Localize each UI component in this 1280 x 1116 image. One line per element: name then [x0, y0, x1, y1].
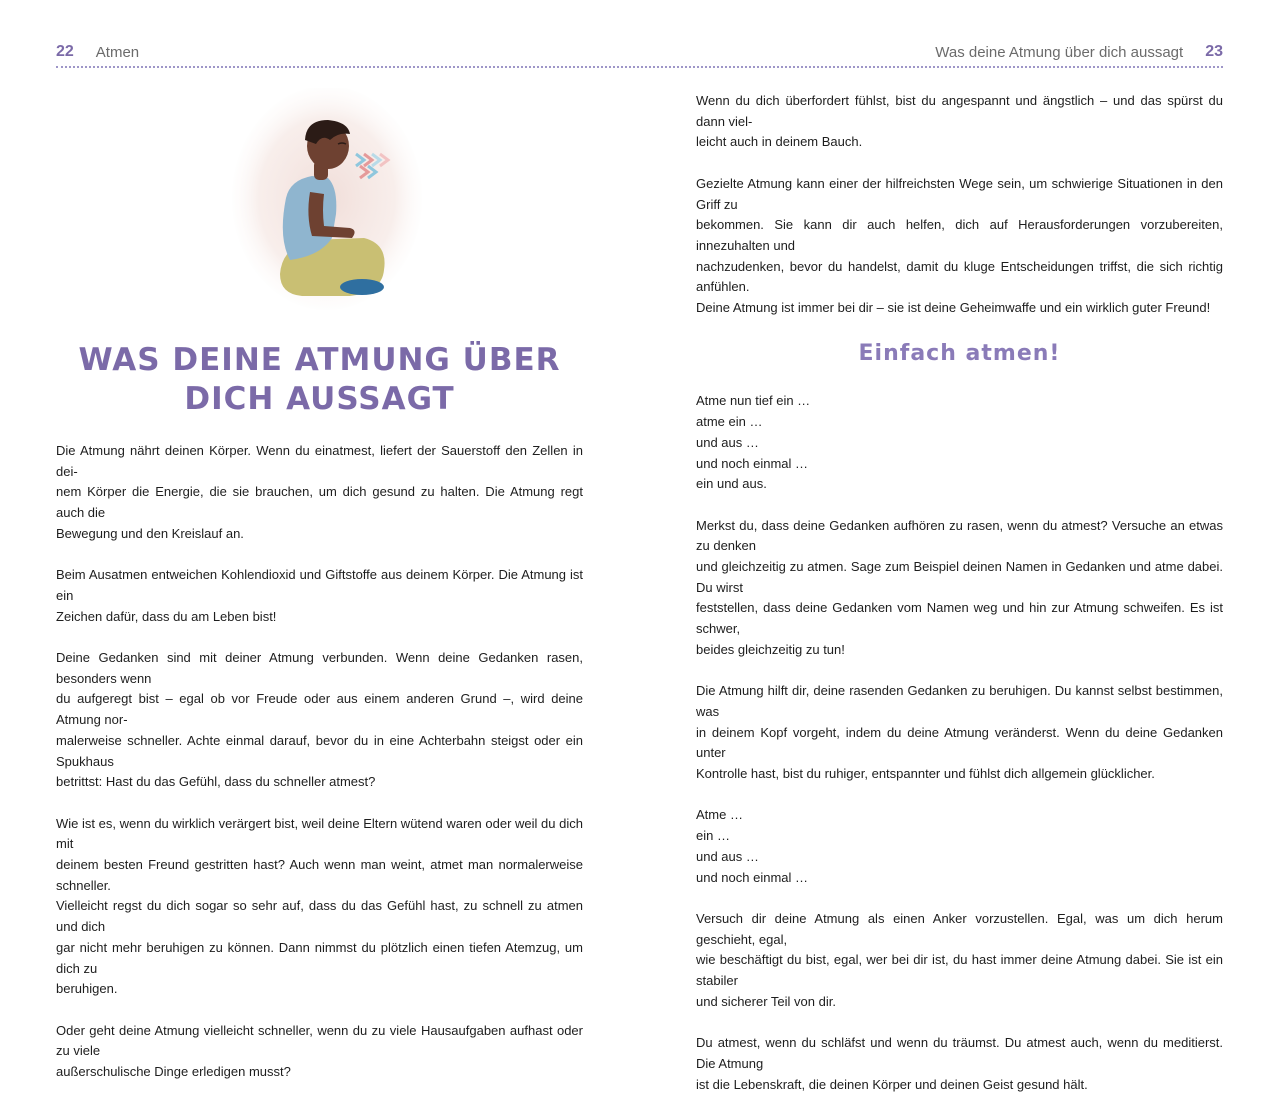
text-line: malerweise schneller. Achte einmal darauf, bevor du in eine Achterbahn steigst oder ein Spukhaus: [56, 732, 583, 769]
text-line: und noch einmal …: [696, 869, 809, 885]
text-line: Atme nun tief ein …: [696, 393, 811, 409]
text-line: Deine Atmung ist immer bei dir – sie ist deine Geheimwaffe und ein wirklich guter Freund!: [696, 300, 1211, 316]
text-line: Gezielte Atmung kann einer der hilfreichsten Wege sein, um schwierige Situationen in den Griff zu: [696, 175, 1223, 212]
text-line: in deinem Kopf vorgeht, indem du deine Atmung veränderst. Wenn du deine Gedanken unter: [696, 724, 1223, 761]
text-line: nachzudenken, bevor du handelst, damit du kluge Entscheidungen triffst, die sich richtig anfühlen.: [696, 258, 1223, 295]
text-line: Atme …: [696, 807, 743, 823]
text-line: Du atmest, wenn du schläfst und wenn du träumst. Du atmest auch, wenn du meditierst. Die Atmung: [696, 1035, 1223, 1071]
text-line: Deine Gedanken sind mit deiner Atmung verbunden. Wenn deine Gedanken rasen, besonders wenn: [56, 650, 583, 686]
text-line: Beim Ausatmen entweichen Kohlendioxid und Giftstoffe aus deinem Körper. Die Atmung ist ein: [56, 567, 583, 603]
text-line: und sicherer Teil von dir.: [696, 993, 836, 1009]
text-line: bekommen. Sie kann dir auch helfen, dich auf Herausforderungen vorzubereiten, innezuhalten und: [696, 217, 1223, 253]
paragraph: [56, 648, 583, 793]
paragraph: [56, 441, 583, 545]
text-line: Vielleicht regst du dich sogar so sehr auf, dass du das Gefühl hast, zu schnell zu atmen und dich: [56, 898, 583, 935]
text-line: außerschulische Dinge erledigen musst?: [56, 1064, 291, 1080]
text-line: gar nicht mehr beruhigen zu können. Dann nimmst du plötzlich einen tiefen Atemzug, um dich zu: [56, 939, 583, 976]
paragraph: [56, 1021, 583, 1083]
text-line: deinem besten Freund gestritten hast? Auch wenn man weint, atmet man normalerweise schneller.: [56, 857, 583, 893]
paragraph: [696, 681, 1223, 785]
text-line: und gleichzeitig zu atmen. Sage zum Beispiel deinen Namen in Gedanken und atme dabei. Du wirst: [696, 559, 1223, 595]
paragraph: [696, 174, 1223, 319]
chapter-heading: [56, 341, 583, 419]
section-subheading: Einfach atmen!: [858, 341, 1061, 367]
text-line: du aufgeregt bist – egal ob vor Freude oder aus einem anderen Grund –, wird deine Atmung nor-: [56, 691, 583, 728]
text-line: Oder geht deine Atmung vielleicht schneller, wenn du zu viele Hausaufgaben aufhast oder zu viele: [56, 1022, 583, 1059]
text-line: und noch einmal …: [696, 455, 809, 471]
left-page-header: [56, 38, 139, 66]
text-line: ist die Lebenskraft, die deinen Körper und deinen Geist gesund hält.: [696, 1076, 1088, 1092]
chapter-heading-line: WAS DEINE ATMUNG ÜBER: [78, 342, 561, 378]
text-line: Bewegung und den Kreislauf an.: [56, 525, 244, 541]
chapter-heading-line: DICH AUSSAGT: [184, 381, 455, 417]
text-line: und aus …: [696, 848, 759, 864]
text-line: Wie ist es, wenn du wirklich verärgert bist, weil deine Eltern wütend waren oder weil du dich mit: [56, 815, 583, 852]
breathing-exercise: [696, 391, 1223, 495]
running-title-left: Atmen: [95, 43, 140, 61]
text-line: Zeichen dafür, dass du am Leben bist!: [56, 608, 277, 624]
text-line: beides gleichzeitig zu tun!: [696, 641, 845, 657]
text-line: nem Körper die Energie, die sie brauchen, um dich gesund zu halten. Die Atmung regt auch die: [56, 484, 583, 521]
text-line: Die Atmung hilft dir, deine rasenden Gedanken zu beruhigen. Du kannst selbst bestimmen, was: [696, 683, 1223, 719]
header-divider: [56, 66, 1223, 68]
right-page-body: [696, 91, 1223, 1116]
paragraph: [696, 1033, 1223, 1095]
paragraph: [696, 91, 1223, 153]
page-number-right: 23: [1205, 43, 1223, 60]
text-line: ein und aus.: [696, 476, 767, 492]
text-line: Wenn du dich überfordert fühlst, bist du angespannt und ängstlich – und das spürst du dann viel-: [696, 93, 1223, 129]
text-line: betrittst: Hast du das Gefühl, dass du schneller atmest?: [56, 774, 376, 790]
running-title-right: Was deine Atmung über dich aussagt: [935, 43, 1184, 61]
text-line: wie beschäftigt du bist, egal, wer bei dir ist, du hast immer deine Atmung dabei. Sie ist ein stabiler: [696, 952, 1223, 989]
left-page-body: [56, 441, 583, 1103]
breathing-child-icon: [232, 88, 422, 313]
text-line: Versuch dir deine Atmung als einen Anker vorzustellen. Egal, was um dich herum geschieht, egal,: [696, 910, 1223, 947]
paragraph: [56, 814, 583, 1000]
right-page-header: [935, 38, 1223, 66]
paragraph: [696, 516, 1223, 661]
text-line: und aus …: [696, 434, 759, 450]
page-number-left: 22: [56, 43, 74, 60]
text-line: Merkst du, dass deine Gedanken aufhören zu rasen, wenn du atmest? Versuche an etwas zu denken: [696, 517, 1223, 554]
paragraph: [56, 565, 583, 627]
text-line: Die Atmung nährt deinen Körper. Wenn du einatmest, liefert der Sauerstoff den Zellen in dei-: [56, 443, 583, 479]
text-line: Kontrolle hast, bist du ruhiger, entspannter und fühlst dich allgemein glücklicher.: [696, 766, 1155, 782]
text-line: atme ein …: [696, 414, 763, 430]
text-line: feststellen, dass deine Gedanken vom Namen weg und hin zur Atmung schweifen. Es ist schwer,: [696, 600, 1223, 637]
text-line: ein …: [696, 828, 730, 844]
text-line: leicht auch in deinem Bauch.: [696, 134, 863, 150]
breathing-exercise: [696, 805, 1223, 888]
text-line: beruhigen.: [56, 981, 118, 997]
paragraph: [696, 909, 1223, 1013]
